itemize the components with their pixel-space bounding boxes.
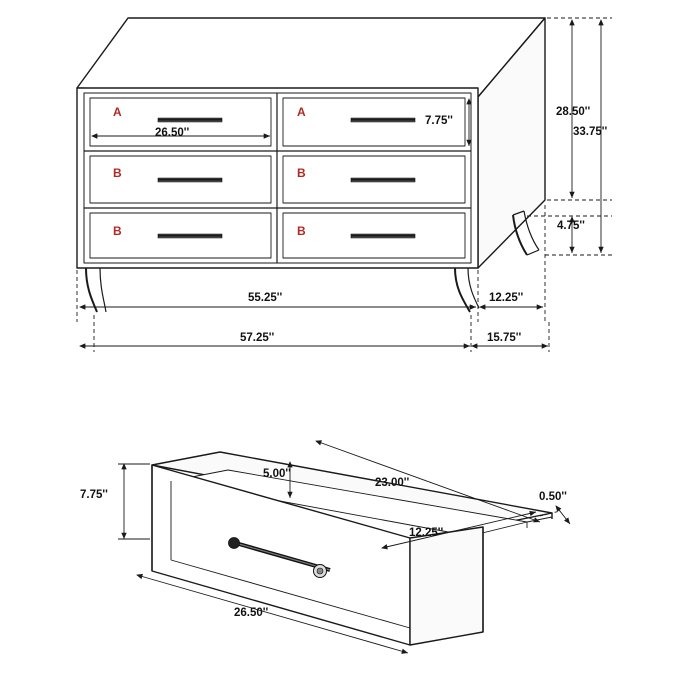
dim-leg-height-4-75: 4.75'' bbox=[557, 220, 585, 232]
dim-cabinet-width-55-25: 55.25'' bbox=[248, 292, 283, 304]
dim-interior-width-12-25: 12.25'' bbox=[409, 527, 444, 539]
dresser-illustration bbox=[77, 18, 545, 312]
drawer-letter-b-right-bottom: B bbox=[297, 224, 306, 238]
drawer-letter-a-right: A bbox=[297, 105, 306, 119]
dim-cabinet-depth-12-25: 12.25'' bbox=[489, 292, 524, 304]
drawer-illustration bbox=[152, 452, 552, 645]
dim-overall-height-33-75: 33.75'' bbox=[573, 126, 608, 138]
dim-panel-thickness-0-50: 0.50'' bbox=[539, 491, 567, 503]
dim-interior-length-23-00: 23.00'' bbox=[375, 477, 410, 489]
drawer-letter-a-left: A bbox=[113, 105, 122, 119]
dim-overall-width-57-25: 57.25'' bbox=[240, 332, 275, 344]
drawer-letter-b-left-mid: B bbox=[113, 166, 122, 180]
dim-drawer-height-7-75: 7.75'' bbox=[425, 115, 453, 127]
dim-interior-depth-5-00: 5.00'' bbox=[263, 468, 291, 480]
drawer-letter-b-right-mid: B bbox=[297, 166, 306, 180]
drawer-letter-b-left-bottom: B bbox=[113, 224, 122, 238]
dim-cabinet-height-28-50: 28.50'' bbox=[556, 106, 591, 118]
dim-drawer-front-height-7-75: 7.75'' bbox=[80, 489, 108, 501]
dim-overall-depth-15-75: 15.75'' bbox=[487, 332, 522, 344]
dim-drawer-front-width-26-50: 26.50'' bbox=[234, 607, 269, 619]
dim-drawer-width-26-50: 26.50'' bbox=[155, 127, 190, 139]
